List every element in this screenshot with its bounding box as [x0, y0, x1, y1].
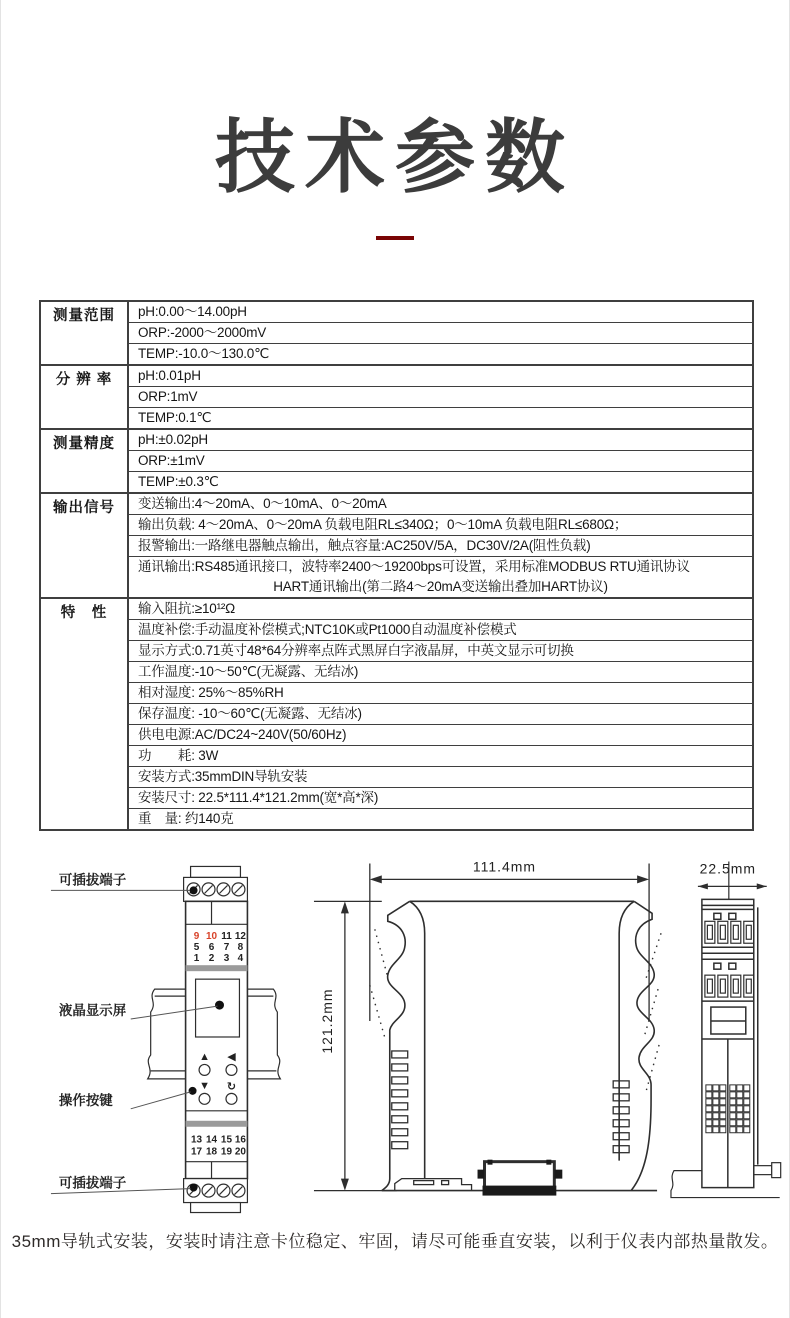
terminal-number: 10: [205, 931, 218, 943]
buttons-callout-dot: [189, 1087, 197, 1095]
spec-row: ORP:-2000～2000mV: [129, 323, 752, 344]
spec-table: [39, 300, 754, 831]
label-lcd-display: 液晶显示屏: [58, 1003, 127, 1019]
terminal-number: 19: [220, 1146, 233, 1158]
spec-row: pH:±0.02pH: [129, 430, 752, 451]
spec-row: 变送输出:4～20mA、0～10mA、0～20mA: [129, 494, 752, 515]
terminal-number: 16: [234, 1134, 246, 1146]
terminal-number: 5: [193, 942, 200, 954]
spec-group-label: 测量范围: [41, 302, 129, 364]
vent-slots-right: [613, 1081, 629, 1153]
spec-group-label: 输出信号: [41, 494, 129, 597]
module-body: [184, 866, 248, 1212]
page-title: 技术参数: [215, 113, 575, 202]
rail-clip-black: [478, 1160, 563, 1196]
installation-note: 35mm导轨式安装，安装时请注意卡位稳定、牢固，请尽可能垂直安装，以利于仪表内部热量散发。: [11, 1232, 779, 1251]
spec-group-label: 分 辨 率: [41, 366, 129, 428]
terminal-number: 20: [234, 1146, 246, 1158]
leader-line-buttons: [131, 1092, 191, 1109]
hatch-dotted-lines: [370, 929, 661, 1095]
dim-depth-label: 22.5mm: [699, 860, 757, 877]
spec-row: 输出负载: 4～20mA、0～20mA 负载电阻RL≤340Ω；0～10mA 负载电阻RL≤680Ω；: [129, 515, 752, 536]
front-view-drawing: [31, 849, 302, 1221]
terminal-number: 13: [191, 1134, 203, 1146]
spec-group-resolution: [41, 366, 752, 430]
spec-row: pH:0.00～14.00pH: [129, 302, 752, 323]
label-pluggable-terminal-bottom: 可插拔端子: [58, 1175, 127, 1191]
spec-row: 显示方式:0.71英寸48*64分辨率点阵式黑屏白字液晶屏，中英文显示可切换: [129, 641, 752, 662]
title-accent-dash: [376, 236, 414, 240]
spec-group-features: [41, 599, 752, 829]
terminal-number: 11: [221, 931, 232, 943]
bottom-terminal-callout-dot: [190, 1184, 198, 1192]
side-view-drawing: [302, 849, 662, 1221]
rail-latch-slider: [395, 1179, 472, 1191]
spec-row: 安装尺寸: 22.5*111.4*121.2mm(宽*高*深): [129, 788, 752, 809]
dim-width-label: 111.4mm: [473, 858, 537, 875]
spec-row: 报警输出:一路继电器触点输出，触点容量:AC250V/5A，DC30V/2A(阻性负载): [129, 536, 752, 557]
spec-row: 相对湿度: 25%～85%RH: [129, 683, 752, 704]
terminal-number: 7: [223, 942, 230, 954]
top-terminal-callout-dot: [190, 886, 198, 894]
terminal-number: 14: [205, 1134, 218, 1146]
terminal-number: 12: [234, 931, 246, 943]
terminal-number: 6: [208, 942, 215, 954]
spec-row: TEMP:-10.0～130.0℃: [138, 346, 270, 361]
page-header: [1, 0, 789, 240]
down-arrow-icon: ▼: [199, 1079, 210, 1092]
spec-group-output-signal: [41, 494, 752, 599]
terminal-number: 4: [237, 953, 244, 965]
spec-row: 重 量: 约140克: [138, 811, 234, 826]
dimension-drawings: [1, 849, 789, 1221]
terminal-number: 15: [220, 1134, 233, 1146]
spec-row: 温度补偿:手动温度补偿模式;NTC10K或Pt1000自动温度补偿模式: [129, 620, 752, 641]
spec-row: TEMP:0.1℃: [138, 410, 212, 425]
spec-row: 供电电源:AC/DC24~240V(50/60Hz): [129, 725, 752, 746]
spec-row: TEMP:±0.3℃: [138, 474, 219, 489]
lcd-callout-dot: [215, 1001, 224, 1010]
end-view-drawing: [662, 849, 789, 1221]
spec-row: 输入阻抗:≥10¹²Ω: [129, 599, 752, 620]
terminal-number: 17: [191, 1146, 203, 1158]
spec-row: 通讯输出:RS485通讯接口，波特率2400～19200bps可设置，采用标准MODBUS RTU通讯协议: [138, 559, 690, 574]
spec-group-label: 特 性: [41, 599, 129, 829]
rotate-icon: ↻: [226, 1080, 237, 1093]
vent-slots-left: [392, 1051, 408, 1149]
spec-row: 保存温度: -10～60℃(无凝露、无结冰): [129, 704, 752, 725]
spec-row: ORP:±1mV: [129, 451, 752, 472]
spec-group-accuracy: [41, 430, 752, 494]
terminal-number: 2: [208, 953, 215, 965]
terminal-number: 8: [237, 942, 244, 954]
end-module-body: [702, 899, 758, 1187]
spec-row: 功 耗: 3W: [129, 746, 752, 767]
terminal-number: 9: [193, 931, 200, 943]
up-arrow-icon: ▲: [199, 1050, 210, 1063]
left-arrow-icon: ◀: [227, 1050, 236, 1063]
spec-group-measure-range: [41, 302, 752, 366]
terminal-number: 1: [193, 953, 200, 965]
spec-row: 工作温度:-10～50℃(无凝露、无结冰): [129, 662, 752, 683]
spec-group-label: 测量精度: [41, 430, 129, 492]
dim-height-label: 121.2mm: [319, 988, 336, 1054]
terminal-number: 18: [205, 1146, 218, 1158]
terminal-number: 3: [223, 953, 230, 965]
dim-width: [370, 863, 649, 1021]
spec-row: pH:0.01pH: [129, 366, 752, 387]
enclosure-outline: [382, 901, 657, 1190]
spec-row: 安装方式:35mmDIN导轨安装: [129, 767, 752, 788]
label-pluggable-terminal-top: 可插拔端子: [58, 872, 127, 888]
spec-row: ORP:1mV: [129, 387, 752, 408]
spec-row: HART通讯输出(第二路4～20mA变送输出叠加HART协议): [273, 579, 608, 594]
label-operation-buttons: 操作按键: [58, 1092, 113, 1108]
